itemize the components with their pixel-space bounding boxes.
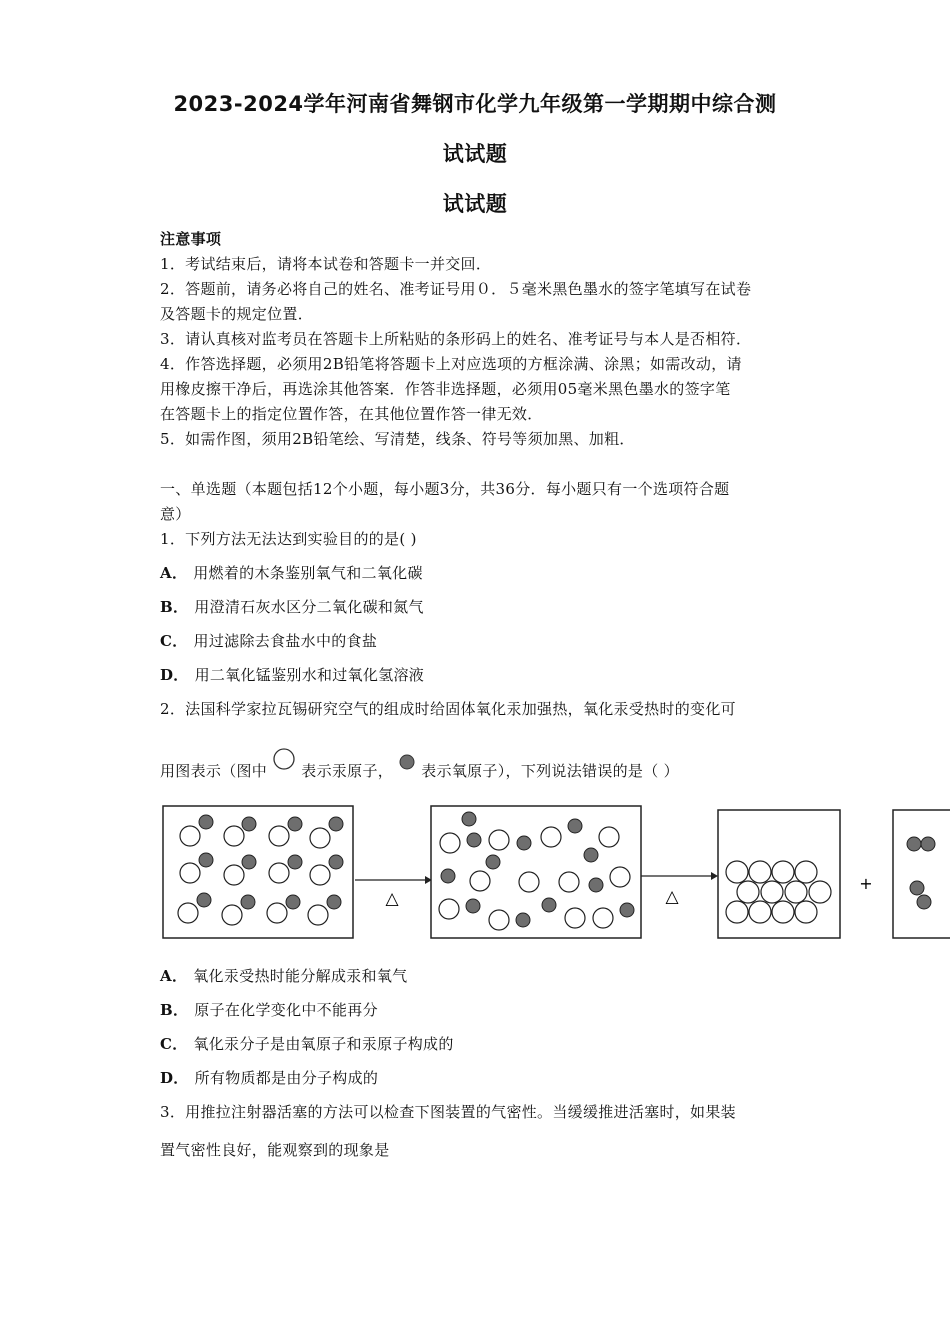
question-2-option-d bbox=[160, 1067, 800, 1088]
notice-item: 3．请认真核对监考员在答题卡上所粘贴的条形码上的姓名、准考证号与本人是否相符． bbox=[160, 330, 752, 348]
notice-item: 1．考试结束后，请将本试卷和答题卡一并交回． bbox=[160, 255, 492, 273]
question-2-stem: 2．法国科学家拉瓦锡研究空气的组成时给固体氧化汞加强热，氧化汞受热时的变化可 bbox=[160, 700, 736, 718]
question-1-stem: 1．下列方法无法达到实验目的的是( ) bbox=[160, 530, 417, 548]
option-text: 用澄清石灰水区分二氧化碳和氮气 bbox=[194, 598, 424, 616]
question-2-option-c bbox=[160, 1033, 800, 1054]
notice-item: 5．如需作图，须用2B铅笔绘、写清楚，线条、符号等须加黑、加粗． bbox=[160, 430, 635, 448]
option-text: 用燃着的木条鉴别氧气和二氧化碳 bbox=[193, 564, 423, 582]
notice-item: 2．答题前，请务必将自己的姓名、准考证号用０．５毫米黑色墨水的签字笔填写在试卷 bbox=[160, 280, 752, 298]
question-1-option-a bbox=[160, 562, 800, 583]
question-2-option-a bbox=[160, 965, 800, 986]
option-text: 所有物质都是由分子构成的 bbox=[194, 1069, 379, 1087]
option-label: B． bbox=[160, 598, 189, 616]
mercury-atom-legend-icon bbox=[272, 747, 296, 771]
stem-text: 用图表示（图中 bbox=[160, 762, 268, 780]
option-label: C． bbox=[160, 632, 188, 650]
notice-item: 4．作答选择题，必须用2B铅笔将答题卡上对应选项的方框涂满、涂黑；如需改动，请 bbox=[160, 355, 742, 373]
heat-symbol: △ bbox=[385, 889, 399, 909]
document-title-line3: 试试题 bbox=[442, 192, 508, 216]
oxygen-atom-legend-icon bbox=[398, 753, 416, 771]
question-3-stem-line2: 置气密性良好，能观察到的现象是 bbox=[160, 1141, 390, 1159]
question-1-option-d bbox=[160, 664, 800, 685]
notice-item: 用橡皮擦干净后，再选涂其他答案．作答非选择题，必须用05毫米黑色墨水的签字笔 bbox=[160, 380, 731, 398]
notice-item: 及答题卡的规定位置． bbox=[160, 305, 314, 323]
notice-item: 在答题卡上的指定位置作答，在其他位置作答一律无效． bbox=[160, 405, 543, 423]
box-oxygen-gas bbox=[893, 810, 950, 938]
heat-symbol: △ bbox=[665, 887, 679, 907]
question-3-stem: 3．用推拉注射器活塞的方法可以检查下图装置的气密性。当缓缓推进活塞时，如果装 bbox=[160, 1103, 736, 1121]
option-text: 氧化汞分子是由氧原子和汞原子构成的 bbox=[193, 1035, 454, 1053]
question-2-stem-line2 bbox=[160, 760, 800, 781]
option-text: 原子在化学变化中不能再分 bbox=[194, 1001, 378, 1019]
stem-text: 表示汞原子， bbox=[301, 762, 394, 780]
option-text: 氧化汞受热时能分解成汞和氧气 bbox=[193, 967, 408, 985]
option-text: 用二氧化锰鉴别水和过氧化氢溶液 bbox=[194, 666, 425, 684]
option-text: 用过滤除去食盐水中的食盐 bbox=[193, 632, 378, 650]
document-title-line1: 2023-2024学年河南省舞钢市化学九年级第一学期期中综合测 bbox=[173, 92, 777, 116]
plus-sign: + bbox=[859, 874, 873, 893]
mercury-metal-atoms bbox=[726, 861, 831, 923]
mercury-oxide-decomposition-diagram bbox=[0, 800, 950, 950]
option-label: D． bbox=[160, 666, 189, 684]
question-1-option-c bbox=[160, 630, 800, 651]
question-2-option-b bbox=[160, 999, 800, 1020]
stem-text: 表示氧原子），下列说法错误的是（ ） bbox=[421, 762, 679, 780]
question-1-option-b bbox=[160, 596, 800, 617]
option-label: A． bbox=[160, 564, 188, 582]
option-label: D． bbox=[160, 1069, 189, 1087]
section-heading-cont: 意） bbox=[160, 505, 191, 523]
option-label: B． bbox=[160, 1001, 189, 1019]
document-title-line2: 试试题 bbox=[442, 142, 508, 166]
notice-heading: 注意事项 bbox=[160, 230, 222, 248]
option-label: A． bbox=[160, 967, 188, 985]
section-heading: 一、单选题（本题包括12个小题，每小题3分，共36分．每小题只有一个选项符合题 bbox=[160, 480, 730, 498]
option-label: C． bbox=[160, 1035, 188, 1053]
